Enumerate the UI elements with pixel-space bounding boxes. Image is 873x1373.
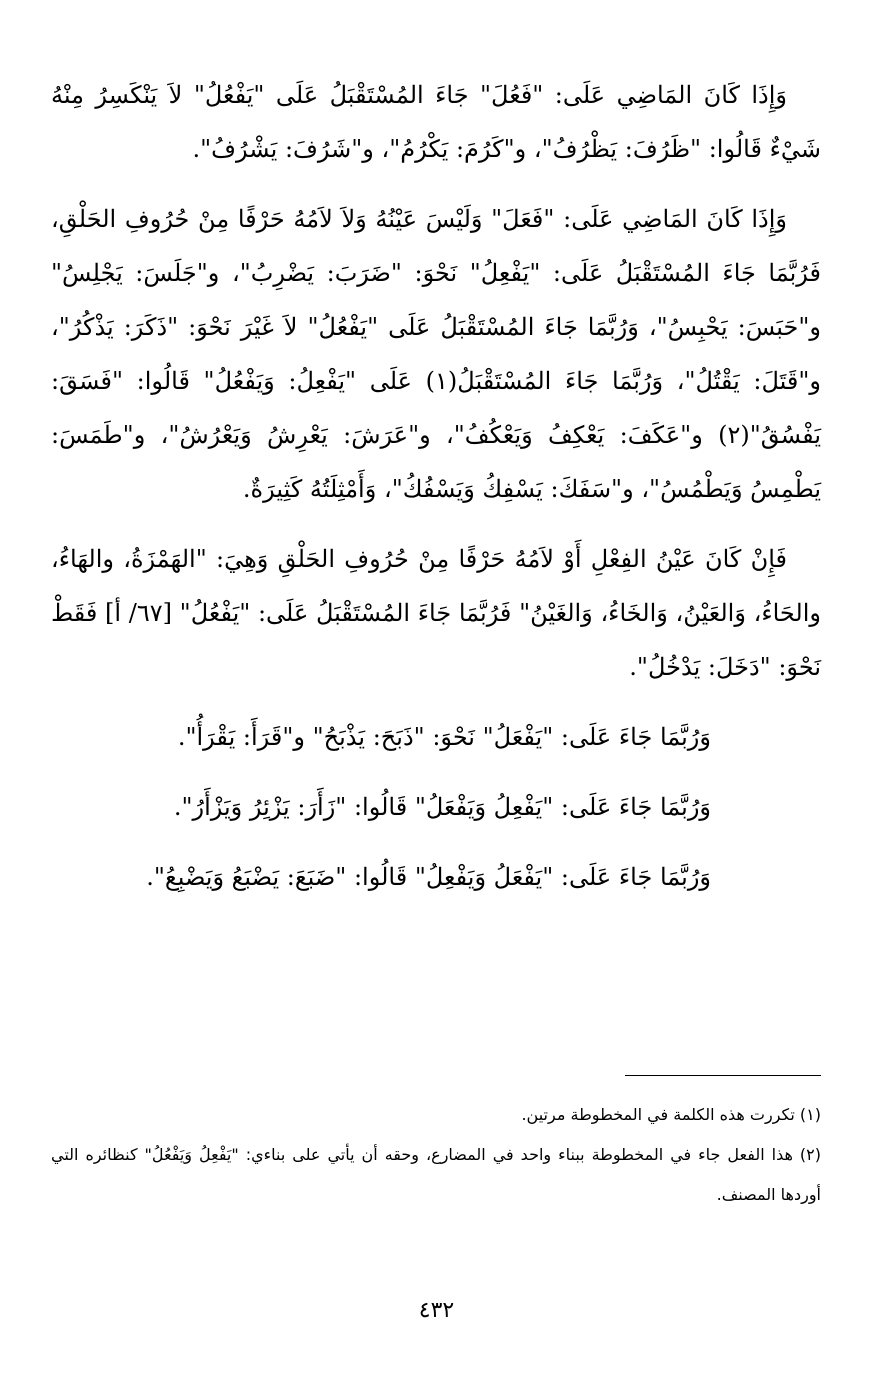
main-text [51,68,821,920]
footnote-2: (٢) هذا الفعل جاء في المخطوطة ببناء واحد في المضارع، وحقه أن يأتي على بناءي: "يَفْعِلُ وَيَفْعُلُ" كنظائره التي أوردها المصنف. [51,1145,821,1204]
paragraph-1: وَإِذَا كَانَ المَاضِي عَلَى: "فَعُلَ" جَاءَ المُسْتَقْبَلُ عَلَى "يَفْعُلُ" لاَ يَنْكَسِرُ مِنْهُ شَيْءٌ قَالُوا: "ظَرُفَ: يَظْرُفُ"، و"كَرُمَ: يَكْرُمُ"، و"شَرُفَ: يَشْرُفُ". [51,81,821,163]
short-line-2: وَرُبَّمَا جَاءَ عَلَى: "يَفْعِلُ وَيَفْعَلُ" قَالُوا: "زَأَرَ: يَزْئِرُ وَيَزْأَرُ". [173,793,711,821]
short-line-1: وَرُبَّمَا جَاءَ عَلَى: "يَفْعَلُ" نَحْوَ: "ذَبَحَ: يَذْبَحُ" و"قَرَأَ: يَقْرَأُ". [177,723,711,751]
footnotes [51,1095,821,1215]
short-line-3: وَرُبَّمَا جَاءَ عَلَى: "يَفْعَلُ وَيَفْعِلُ" قَالُوا: "ضَبَعَ: يَضْبَعُ وَيَضْبِعُ". [146,863,711,891]
footnote-1: (١) تكررت هذه الكلمة في المخطوطة مرتين. [521,1105,821,1124]
page-number: ٤٣٢ [418,1298,455,1323]
paragraph-2: وَإِذَا كَانَ المَاضِي عَلَى: "فَعَلَ" وَلَيْسَ عَيْنُهُ وَلاَ لاَمُهُ حَرْفًا مِنْ حُرُوفِ الحَلْقِ، فَرُبَّمَا جَاءَ المُسْتَقْبَلُ عَلَى: "يَفْعِلُ" نَحْوَ: "ضَرَبَ: يَضْرِبُ"، و"جَلَسَ: يَجْلِسُ" و"حَبَسَ: يَحْبِسُ"، وَرُبَّمَا جَاءَ المُسْتَقْبَلُ عَلَى "يَفْعُلُ" لاَ غَيْرَ نَحْوَ: "ذَكَرَ: يَذْكُرُ"، و"قَتَلَ: يَقْتُلُ"، وَرُبَّمَا جَاءَ المُسْتَقْبَلُ(١) عَلَى "يَفْعِلُ: وَيَفْعُلُ" قَالُوا: "فَسَقَ: يَفْسُقُ"(٢) و"عَكَفَ: يَعْكِفُ وَيَعْكُفُ"، و"عَرَشَ: يَعْرِشُ وَيَعْرُشُ"، و"طَمَسَ: يَطْمِسُ وَيَطْمُسُ"، و"سَفَكَ: يَسْفِكُ وَيَسْفُكُ"، وَأَمْثِلَتُهُ كَثِيرَةٌ. [51,205,822,503]
footnote-separator [625,1075,821,1076]
paragraph-3: فَإِنْ كَانَ عَيْنُ الفِعْلِ أَوْ لاَمُهُ حَرْفًا مِنْ حُرُوفِ الحَلْقِ وَهِيَ: "الهَمْزَةُ، والهَاءُ، والحَاءُ، وَالعَيْنُ، وَالخَاءُ، وَالغَيْنُ" فَرُبَّمَا جَاءَ المُسْتَقْبَلُ عَلَى: "يَفْعُلُ" [٦٧/ أ] فَقَطْ نَحْوَ: "دَخَلَ: يَدْخُلُ". [51,545,821,681]
